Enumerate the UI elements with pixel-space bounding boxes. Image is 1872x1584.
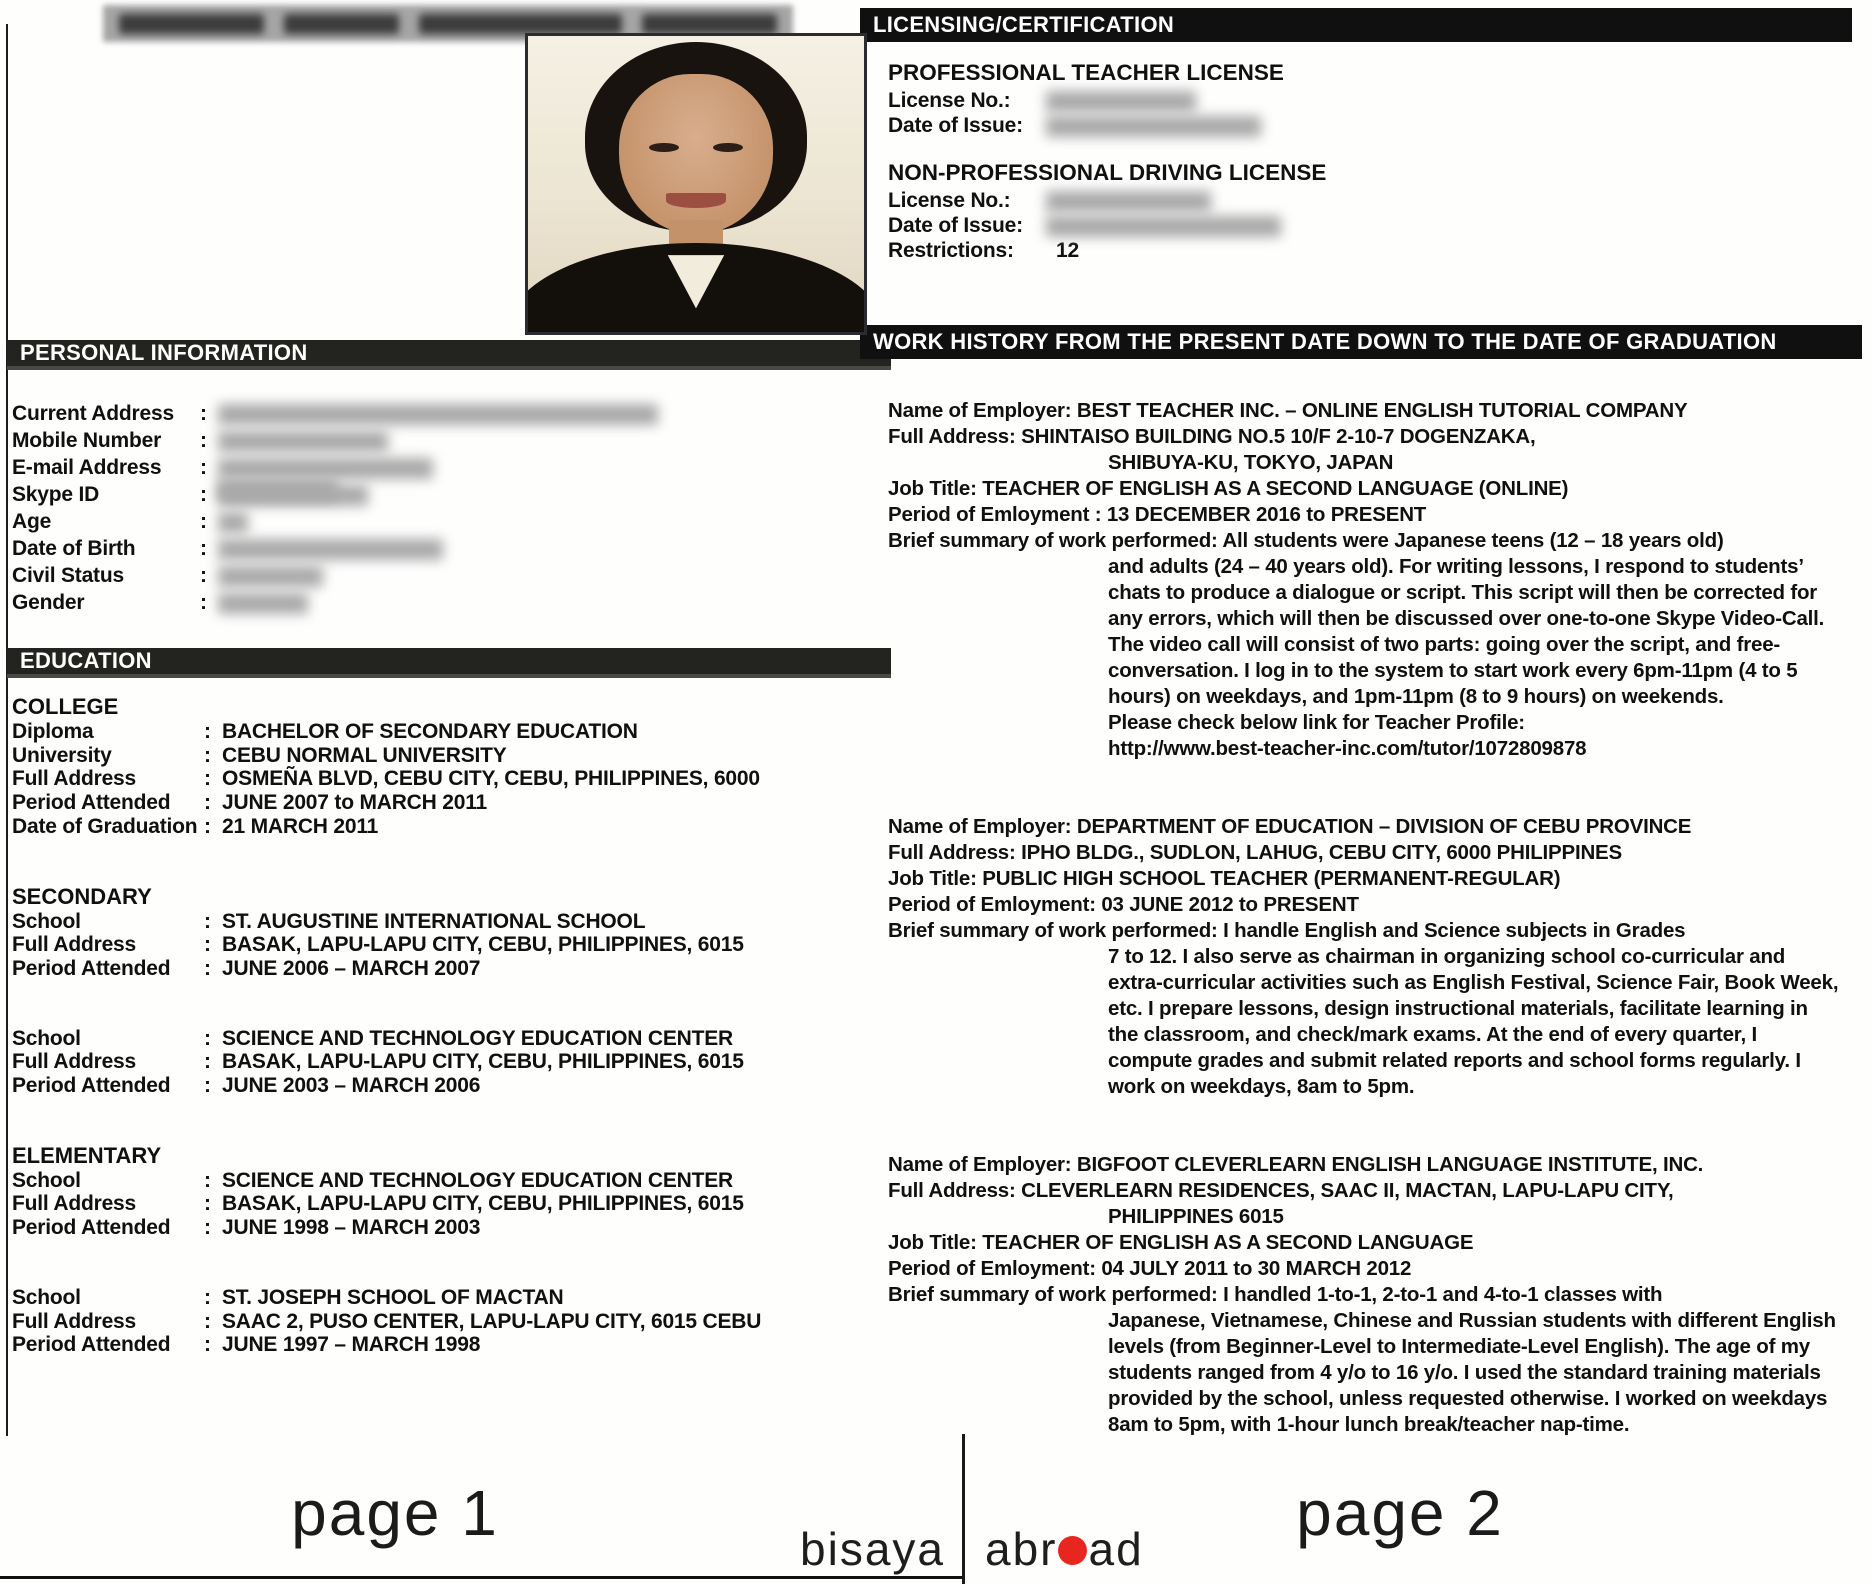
colon: : [204, 1074, 211, 1098]
license-heading-professional-teacher: PROFESSIONAL TEACHER LICENSE [888, 60, 1284, 85]
license-row-restrictions [888, 238, 1863, 263]
job-entry-deped [888, 814, 1866, 1100]
redacted-value [1046, 191, 1211, 212]
education-row [12, 1027, 882, 1051]
job-employer: Name of Employer: BIGFOOT CLEVERLEARN ENGLISH LANGUAGE INSTITUTE, INC. [888, 1153, 1704, 1176]
education-row [12, 767, 882, 791]
field-value: JUNE 1998 – MARCH 2003 [222, 1216, 481, 1240]
education-row [12, 1169, 882, 1193]
job-summary-line: Japanese, Vietnamese, Chinese and Russian students with different English [1108, 1309, 1836, 1332]
work-history-section [888, 398, 1866, 1490]
info-row-civil-status [12, 562, 872, 589]
job-summary-line: and adults (24 – 40 years old). For writing lessons, I respond to students’ [1108, 555, 1804, 578]
field-label: Diploma [12, 720, 94, 743]
job-title: Job Title: TEACHER OF ENGLISH AS A SECOND LANGUAGE [888, 1231, 1474, 1254]
field-value: JUNE 2006 – MARCH 2007 [222, 956, 481, 980]
watermark-abroad-suffix: ad [1088, 1523, 1144, 1575]
watermark-abroad [985, 1522, 1144, 1576]
redacted-value [218, 404, 658, 425]
field-value: SCIENCE AND TECHNOLOGY EDUCATION CENTER [222, 1026, 734, 1050]
redacted-value [1046, 216, 1281, 237]
licensing-section [888, 60, 1863, 263]
colon: : [200, 510, 207, 533]
colon: : [200, 402, 207, 425]
education-row [12, 720, 882, 744]
page1-bottom-edge [0, 1576, 963, 1579]
job-address-cont: SHIBUYA-KU, TOKYO, JAPAN [1108, 451, 1394, 474]
license-row [888, 88, 1863, 113]
spacer [12, 1240, 882, 1286]
field-label: Date of Graduation [12, 814, 198, 838]
job-period: Period of Emloyment: 03 JUNE 2012 to PRESENT [888, 893, 1359, 916]
colon: : [204, 1285, 211, 1309]
education-row [12, 1286, 882, 1310]
job-summary-line: students ranged from 4 y/o to 16 y/o. I used the standard training materials [1108, 1361, 1821, 1384]
license-row [888, 113, 1863, 138]
field-value: JUNE 2003 – MARCH 2006 [222, 1074, 481, 1098]
spacer [12, 1098, 882, 1143]
red-dot-icon [1058, 1536, 1087, 1565]
job-period: Period of Emloyment: 04 JULY 2011 to 30 MARCH 2012 [888, 1257, 1412, 1280]
job-summary-line: hours) on weekdays, and 1pm-11pm (8 to 9 hours) on weekends. [1108, 685, 1724, 708]
colon: : [204, 933, 211, 957]
field-value: BASAK, LAPU-LAPU CITY, CEBU, PHILIPPINES, 6015 [222, 1050, 744, 1074]
section-header-licensing [860, 8, 1852, 42]
spacer [888, 138, 1863, 160]
colon: : [200, 537, 207, 560]
page2-label: page 2 [1296, 1477, 1504, 1549]
education-row [12, 910, 882, 934]
colon: : [200, 456, 207, 479]
colon: : [204, 1168, 211, 1192]
field-label: Gender [12, 591, 85, 614]
redacted-value [218, 566, 323, 587]
field-label: Full Address [12, 1050, 137, 1074]
field-label: School [12, 1026, 81, 1050]
redacted-text-blob [419, 14, 622, 34]
redacted-value [218, 593, 308, 614]
field-value: ST. AUGUSTINE INTERNATIONAL SCHOOL [222, 909, 646, 933]
field-label: Date of Issue: [888, 214, 1023, 237]
redacted-value [218, 512, 248, 533]
redacted-text-blob [119, 14, 264, 34]
colon: : [204, 720, 211, 743]
field-value: ST. JOSEPH SCHOOL OF MACTAN [222, 1285, 564, 1309]
colon: : [204, 743, 211, 767]
job-summary-line: work on weekdays, 8am to 5pm. [1108, 1075, 1415, 1098]
spacer [12, 981, 882, 1027]
colon: : [200, 483, 207, 506]
photo-mouth [666, 193, 726, 208]
field-label: E-mail Address [12, 456, 162, 479]
field-label: School [12, 1168, 81, 1192]
photo-eye [713, 143, 743, 152]
colon: : [204, 956, 211, 980]
page1-left-edge [6, 24, 8, 1436]
field-label: Age [12, 510, 52, 533]
field-label: Period Attended [12, 1074, 171, 1098]
field-label: Current Address [12, 402, 174, 425]
info-row-gender [12, 589, 872, 616]
info-row-skype [12, 481, 872, 508]
job-employer: Name of Employer: BEST TEACHER INC. – ONLINE ENGLISH TUTORIAL COMPANY [888, 399, 1688, 422]
section-title: WORK HISTORY FROM THE PRESENT DATE DOWN TO THE DATE OF GRADUATION [873, 329, 1777, 354]
field-label: Date of Issue: [888, 114, 1023, 137]
education-row [12, 1216, 882, 1240]
job-summary-line: compute grades and submit related reports and school forms regularly. I [1108, 1049, 1801, 1072]
job-address-cont: PHILIPPINES 6015 [1108, 1205, 1284, 1228]
license-row [888, 213, 1863, 238]
field-value: BASAK, LAPU-LAPU CITY, CEBU, PHILIPPINES, 6015 [222, 933, 744, 957]
field-value: 12 [1056, 239, 1079, 262]
job-period: Period of Emloyment : 13 DECEMBER 2016 to PRESENT [888, 503, 1427, 526]
field-label: Period Attended [12, 956, 171, 980]
job-summary-line: provided by the school, unless requested otherwise. I worked on weekdays [1108, 1387, 1828, 1410]
education-row [12, 815, 882, 839]
page1-label: page 1 [291, 1477, 499, 1549]
education-level-heading: ELEMENTARY [12, 1142, 162, 1168]
field-label: Full Address [12, 1192, 137, 1216]
job-summary-line: 8am to 5pm, with 1-hour lunch break/teacher nap-time. [1108, 1413, 1630, 1436]
section-title: PERSONAL INFORMATION [20, 340, 308, 365]
field-label: Skype ID [12, 483, 100, 506]
job-address: Full Address: SHINTAISO BUILDING NO.5 10/F 2-10-7 DOGENZAKA, [888, 425, 1536, 448]
education-row [12, 957, 882, 981]
field-value: JUNE 1997 – MARCH 1998 [222, 1333, 481, 1357]
personal-information-rows [12, 400, 872, 616]
colon: : [204, 1192, 211, 1216]
info-row-date-of-birth [12, 535, 872, 562]
colon: : [200, 591, 207, 614]
field-value: CEBU NORMAL UNIVERSITY [222, 743, 507, 767]
section-title: EDUCATION [20, 648, 152, 673]
job-summary-line: extra-curricular activities such as English Festival, Science Fair, Book Week, [1108, 971, 1839, 994]
colon: : [204, 1309, 211, 1333]
job-summary-line: levels (from Beginner-Level to Intermediate-Level English). The age of my [1108, 1335, 1810, 1358]
education-row [12, 791, 882, 815]
field-label: University [12, 743, 112, 767]
job-summary-line: any errors, which will then be discussed over one-to-one Skype Video-Call. [1108, 607, 1825, 630]
redacted-value [218, 431, 388, 452]
job-summary-line: 7 to 12. I also serve as chairman in organizing school co-curricular and [1108, 945, 1786, 968]
field-value: SAAC 2, PUSO CENTER, LAPU-LAPU CITY, 6015 CEBU [222, 1309, 762, 1333]
info-row-mobile-number [12, 427, 872, 454]
field-label: Full Address [12, 933, 137, 957]
field-label: School [12, 909, 81, 933]
field-label: Civil Status [12, 564, 124, 587]
job-address: Full Address: CLEVERLEARN RESIDENCES, SAAC II, MACTAN, LAPU-LAPU CITY, [888, 1179, 1674, 1202]
field-label: Full Address [12, 1309, 137, 1333]
colon: : [204, 791, 211, 815]
education-row [12, 1192, 882, 1216]
watermark-abroad-prefix: abr [985, 1523, 1058, 1575]
section-header-personal-information [7, 340, 891, 370]
field-value: BASAK, LAPU-LAPU CITY, CEBU, PHILIPPINES, 6015 [222, 1192, 744, 1216]
colon: : [204, 767, 211, 791]
job-summary-line: conversation. I log in to the system to start work every 6pm-11pm (4 to 5 [1108, 659, 1798, 682]
colon: : [204, 814, 211, 838]
spacer [12, 839, 882, 884]
field-value: SCIENCE AND TECHNOLOGY EDUCATION CENTER [222, 1168, 734, 1192]
job-employer: Name of Employer: DEPARTMENT OF EDUCATION – DIVISION OF CEBU PROVINCE [888, 815, 1692, 838]
redacted-value [218, 485, 368, 506]
job-summary: Brief summary of work performed: All students were Japanese teens (12 – 18 years old) [888, 529, 1724, 552]
education-row [12, 1050, 882, 1074]
field-label: Period Attended [12, 1216, 171, 1240]
colon: : [200, 429, 207, 452]
field-label: Mobile Number [12, 429, 162, 452]
field-label: Restrictions: [888, 239, 1014, 262]
education-section [12, 694, 882, 1357]
field-value: BACHELOR OF SECONDARY EDUCATION [222, 720, 638, 743]
field-label: Period Attended [12, 791, 171, 815]
colon: : [204, 1026, 211, 1050]
job-entry-best-teacher [888, 398, 1866, 762]
education-row [12, 1333, 882, 1357]
watermark-bisaya: bisaya [800, 1523, 945, 1575]
job-title: Job Title: TEACHER OF ENGLISH AS A SECOND LANGUAGE (ONLINE) [888, 477, 1569, 500]
field-value: 21 MARCH 2011 [222, 814, 379, 838]
education-level-heading: COLLEGE [12, 694, 119, 719]
redacted-value [218, 458, 433, 479]
redacted-value [1046, 116, 1261, 137]
license-heading-driving: NON-PROFESSIONAL DRIVING LICENSE [888, 160, 1327, 185]
license-row [888, 188, 1863, 213]
colon: : [204, 1333, 211, 1357]
field-label: Full Address [12, 767, 137, 791]
photo-face [619, 74, 774, 234]
job-teacher-profile-url: http://www.best-teacher-inc.com/tutor/1072809878 [1108, 737, 1587, 760]
colon: : [200, 564, 207, 587]
field-label: Date of Birth [12, 537, 136, 560]
redacted-text-blob [642, 14, 777, 34]
field-label: License No.: [888, 89, 1011, 112]
info-row-current-address [12, 400, 872, 427]
redacted-value [218, 539, 443, 560]
info-row-email [12, 454, 872, 481]
redacted-text-blob [284, 14, 400, 34]
job-summary-line: etc. I prepare lessons, design instructional materials, facilitate learning in [1108, 997, 1808, 1020]
job-summary-line: chats to produce a dialogue or script. This script will then be corrected for [1108, 581, 1818, 604]
colon: : [204, 1216, 211, 1240]
photo-eye [649, 143, 679, 152]
info-row-age [12, 508, 872, 535]
field-label: Period Attended [12, 1333, 171, 1357]
job-address: Full Address: IPHO BLDG., SUDLON, LAHUG, CEBU CITY, 6000 PHILIPPINES [888, 841, 1622, 864]
field-label: License No.: [888, 189, 1011, 212]
field-value: OSMEÑA BLVD, CEBU CITY, CEBU, PHILIPPINES, 6000 [222, 767, 760, 791]
job-summary-line: Please check below link for Teacher Profile: [1108, 711, 1525, 734]
education-row [12, 744, 882, 768]
section-title: LICENSING/CERTIFICATION [873, 12, 1175, 37]
colon: : [204, 1050, 211, 1074]
job-title: Job Title: PUBLIC HIGH SCHOOL TEACHER (PERMANENT-REGULAR) [888, 867, 1561, 890]
education-row [12, 1074, 882, 1098]
education-row [12, 1310, 882, 1334]
portrait-photo [525, 33, 867, 335]
colon: : [204, 909, 211, 933]
job-summary-line: The video call will consist of two parts: going over the script, and free- [1108, 633, 1781, 656]
job-summary: Brief summary of work performed: I handled 1-to-1, 2-to-1 and 4-to-1 classes with [888, 1283, 1663, 1306]
job-summary: Brief summary of work performed: I handle English and Science subjects in Grades [888, 919, 1686, 942]
education-row [12, 933, 882, 957]
education-level-heading: SECONDARY [12, 883, 152, 909]
field-value: JUNE 2007 to MARCH 2011 [222, 791, 488, 815]
section-header-work-history [860, 325, 1862, 359]
redacted-value [1046, 91, 1196, 112]
job-summary-line: the classroom, and check/mark exams. At the end of every quarter, I [1108, 1023, 1757, 1046]
field-label: School [12, 1285, 81, 1309]
section-header-education [7, 648, 891, 678]
job-entry-bigfoot-cleverlearn [888, 1152, 1866, 1438]
